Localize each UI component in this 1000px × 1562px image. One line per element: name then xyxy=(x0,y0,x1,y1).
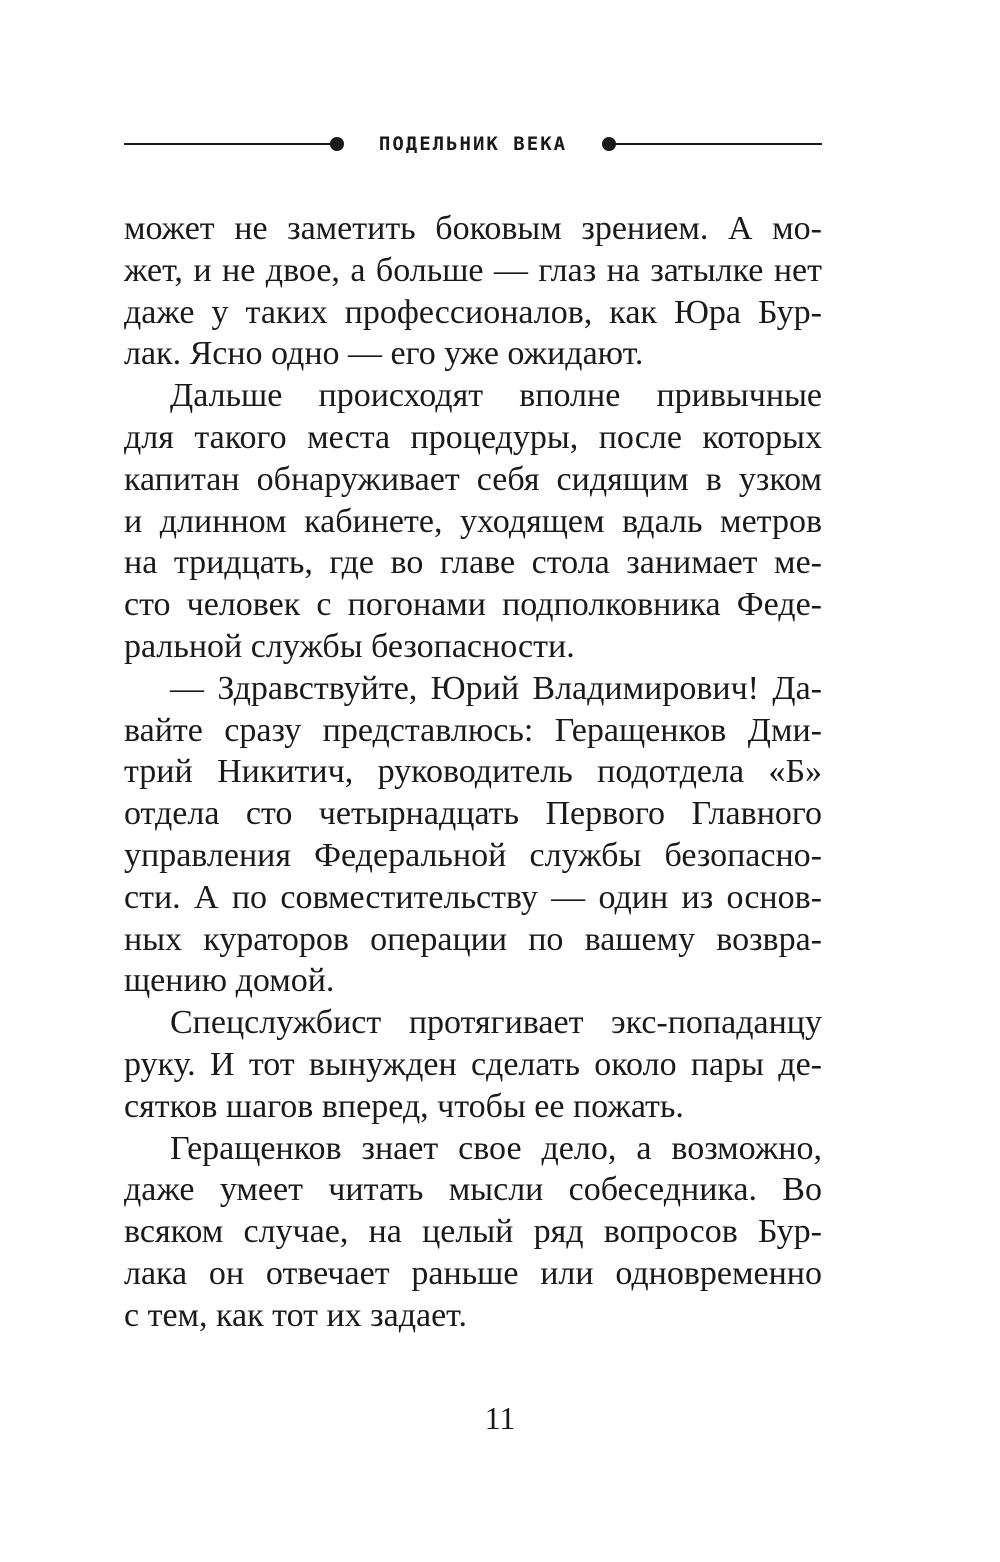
text-line: — Здравствуйте, Юрий Владимирович! Да- xyxy=(170,669,822,707)
text-line: Геращенков знает свое дело, а возможно, xyxy=(170,1129,822,1167)
text-line: трий Никитич, руководитель подотдела «Б» xyxy=(124,753,822,791)
book-title: ПОДЕЛЬНИК ВЕКА xyxy=(378,133,568,155)
text-line: сто человек с погонами подполковника Феде- xyxy=(124,586,822,624)
text-line: всяком случае, на целый ряд вопросов Бур- xyxy=(124,1213,822,1251)
text-line: вайте сразу представлюсь: Геращенков Дми- xyxy=(124,711,822,749)
text-line: ральной службы безопасности. xyxy=(124,627,575,665)
text-line: управления Федеральной службы безопасно- xyxy=(124,836,822,874)
text-line: отдела сто четырнадцать Первого Главного xyxy=(124,795,822,833)
text-line: даже умеет читать мысли собеседника. Во xyxy=(124,1171,822,1209)
text-line: с тем, как тот их задает. xyxy=(124,1296,467,1334)
header-rule-left xyxy=(124,143,332,145)
text-line: на тридцать, где во главе стола занимает ме- xyxy=(124,544,822,582)
text-line: лак. Ясно одно — его уже ожидают. xyxy=(124,335,644,373)
text-line: ных кураторов операции по вашему возвра- xyxy=(124,920,822,958)
text-line: может не заметить боковым зрением. А мо- xyxy=(124,210,822,247)
text-line: жет, и не двое, а больше — глаз на затылке нет xyxy=(124,251,822,289)
page-number: 11 xyxy=(484,1400,516,1436)
header-rule-right xyxy=(614,143,822,145)
text-line: руку. И тот вынужден сделать около пары де- xyxy=(124,1045,822,1083)
text-line: для такого места процедуры, после которых xyxy=(124,418,822,456)
text-line: сятков шагов вперед, чтобы ее пожать. xyxy=(124,1087,684,1125)
text-line: капитан обнаруживает себя сидящим в узком xyxy=(124,460,822,498)
text-line: лака он отвечает раньше или одновременно xyxy=(124,1254,822,1292)
text-line: Спецслужбист протягивает экс-попаданцу xyxy=(170,1004,822,1042)
text-line: и длинном кабинете, уходящем вдаль метров xyxy=(124,502,822,540)
header-bullet-left xyxy=(330,137,344,151)
text-line: сти. А по совместительству — один из основ- xyxy=(124,878,822,916)
text-line: даже у таких профессионалов, как Юра Бур- xyxy=(124,293,822,331)
body-text xyxy=(124,208,822,1337)
text-line: Дальше происходят вполне привычные xyxy=(170,377,822,415)
running-header xyxy=(124,126,822,162)
text-line: щению домой. xyxy=(124,962,335,1000)
